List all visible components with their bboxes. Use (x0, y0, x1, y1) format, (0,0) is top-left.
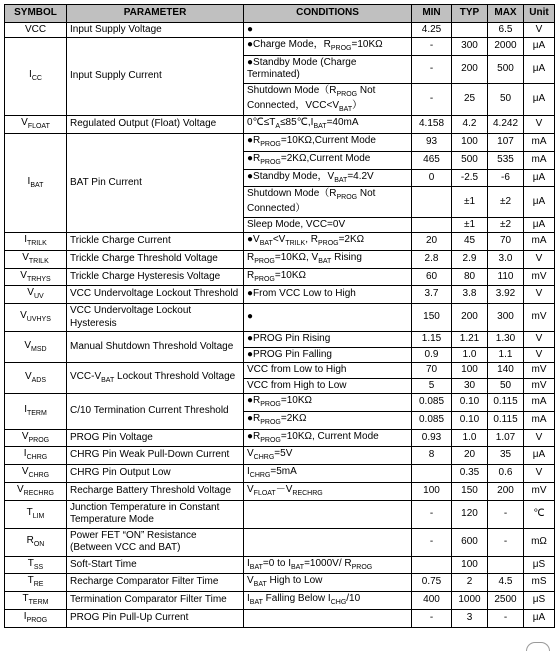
cell-max: 300 (488, 304, 524, 332)
cell-unit: ℃ (524, 500, 555, 528)
cell-conditions: ●PROG Pin Rising (244, 332, 412, 348)
table-row (5, 116, 555, 134)
table-row (5, 268, 555, 286)
cell-max: - (488, 609, 524, 627)
cell-symbol: $I_{PROG}$ (5, 609, 67, 627)
cell-symbol: $V_{PROG}$ (5, 429, 67, 447)
cell-min: 0.085 (412, 411, 452, 429)
cell-min (412, 556, 452, 574)
table-row (5, 394, 555, 412)
cell-conditions (244, 500, 412, 528)
cell-max: 50 (488, 378, 524, 394)
cell-typ: 3.8 (452, 286, 488, 304)
cell-typ: ±1 (452, 187, 488, 217)
cell-conditions: $●R_{PROG}=10K\Omega,Current$ Mode (244, 134, 412, 152)
cell-min: 0.75 (412, 574, 452, 592)
cell-conditions: $●R_{PROG}=10K\Omega$, Current Mode (244, 429, 412, 447)
table-row (5, 304, 555, 332)
cell-min: - (412, 500, 452, 528)
table-body (5, 22, 555, 627)
cell-max: 2000 (488, 38, 524, 56)
cell-min: 0.085 (412, 394, 452, 412)
cell-unit: mA (524, 233, 555, 251)
cell-unit: mA (524, 411, 555, 429)
cell-symbol: $T_{SS}$ (5, 556, 67, 574)
cell-min: 4.25 (412, 22, 452, 38)
cell-conditions: $●R_{PROG}=2K\Omega,Current$ Mode (244, 151, 412, 169)
cell-min: 60 (412, 268, 452, 286)
cell-parameter: Trickle Charge Threshold Voltage (67, 250, 244, 268)
cell-min: - (412, 528, 452, 556)
cell-conditions: ●Standby Mode (Charge Terminated) (244, 55, 412, 83)
table-row (5, 556, 555, 574)
cell-unit: μA (524, 609, 555, 627)
cell-min: 0 (412, 169, 452, 187)
cell-conditions: Sleep Mode, VCC=0V (244, 217, 412, 233)
cell-max: -6 (488, 169, 524, 187)
cell-parameter: Input Supply Current (67, 38, 244, 116)
cell-min: 465 (412, 151, 452, 169)
cell-typ: 80 (452, 268, 488, 286)
table-row (5, 286, 555, 304)
cell-symbol: $V_{UVHYS}$ (5, 304, 67, 332)
cell-conditions: $I_{CHRG}=5mA$ (244, 465, 412, 483)
cell-typ: 0.10 (452, 411, 488, 429)
cell-unit: μA (524, 83, 555, 116)
table-row (5, 332, 555, 348)
table-row (5, 465, 555, 483)
cell-parameter: C/10 Termination Current Threshold (67, 394, 244, 430)
cell-min (412, 217, 452, 233)
cell-min: 1.15 (412, 332, 452, 348)
cell-max: 50 (488, 83, 524, 116)
cell-parameter: Soft-Start Time (67, 556, 244, 574)
cell-unit: V (524, 347, 555, 363)
cell-symbol: $R_{ON}$ (5, 528, 67, 556)
header-typ: TYP (452, 5, 488, 23)
cell-unit: μA (524, 55, 555, 83)
cell-typ: 4.2 (452, 116, 488, 134)
cell-conditions: $I_{BAT}=0$ to $I_{BAT}=1000V/$ $R_{PROG}$ (244, 556, 412, 574)
cell-min (412, 465, 452, 483)
page-corner-mark (526, 642, 550, 651)
table-row (5, 592, 555, 610)
cell-unit: V (524, 250, 555, 268)
cell-max: 500 (488, 55, 524, 83)
cell-symbol: $T_{TERM}$ (5, 592, 67, 610)
cell-conditions: $R_{PROG}=10K\Omega$ (244, 268, 412, 286)
cell-min: - (412, 83, 452, 116)
cell-unit: mV (524, 378, 555, 394)
cell-symbol: VCC (5, 22, 67, 38)
cell-unit: mV (524, 363, 555, 379)
cell-conditions: $●V_{BAT}<V_{TRILK}$, $R_{PROG}=2K\Omega$ (244, 233, 412, 251)
cell-conditions: $V_{FLOAT}-V_{RECHRG}$ (244, 482, 412, 500)
cell-unit: μA (524, 447, 555, 465)
table-row (5, 500, 555, 528)
table-header-row (5, 5, 555, 23)
cell-typ (452, 22, 488, 38)
cell-unit: mA (524, 394, 555, 412)
cell-typ: 1.21 (452, 332, 488, 348)
cell-parameter: Recharge Comparator Filter Time (67, 574, 244, 592)
cell-conditions: $V_{BAT}$ High to Low (244, 574, 412, 592)
table-row (5, 447, 555, 465)
cell-typ: 100 (452, 363, 488, 379)
cell-typ: 200 (452, 304, 488, 332)
cell-unit: mV (524, 304, 555, 332)
cell-min: 5 (412, 378, 452, 394)
cell-symbol: $V_{TRILK}$ (5, 250, 67, 268)
cell-min: - (412, 55, 452, 83)
cell-conditions: VCC from High to Low (244, 378, 412, 394)
cell-parameter: VCC Undervoltage Lockout Hysteresis (67, 304, 244, 332)
table-row (5, 22, 555, 38)
cell-max: ±2 (488, 187, 524, 217)
table-row (5, 429, 555, 447)
cell-conditions: $V_{CHRG}=5V$ (244, 447, 412, 465)
electrical-characteristics-table (4, 4, 555, 628)
cell-symbol: $I_{BAT}$ (5, 134, 67, 233)
cell-conditions (244, 609, 412, 627)
cell-min: 400 (412, 592, 452, 610)
cell-parameter: Manual Shutdown Threshold Voltage (67, 332, 244, 363)
cell-conditions: $●R_{PROG}=2K\Omega$ (244, 411, 412, 429)
cell-min: 8 (412, 447, 452, 465)
header-parameter: PARAMETER (67, 5, 244, 23)
cell-typ: 1.0 (452, 429, 488, 447)
cell-typ: 100 (452, 556, 488, 574)
cell-typ: 3 (452, 609, 488, 627)
cell-max: 3.0 (488, 250, 524, 268)
cell-symbol: $T_{LIM}$ (5, 500, 67, 528)
cell-symbol: $I_{TERM}$ (5, 394, 67, 430)
cell-symbol: $T_{RE}$ (5, 574, 67, 592)
cell-typ: 500 (452, 151, 488, 169)
cell-unit: mΩ (524, 528, 555, 556)
cell-typ: 200 (452, 55, 488, 83)
header-symbol: SYMBOL (5, 5, 67, 23)
cell-max (488, 556, 524, 574)
cell-typ: 0.10 (452, 394, 488, 412)
cell-parameter: BAT Pin Current (67, 134, 244, 233)
cell-max: 1.30 (488, 332, 524, 348)
cell-min: 4.158 (412, 116, 452, 134)
cell-typ: -2.5 (452, 169, 488, 187)
cell-unit: μA (524, 217, 555, 233)
cell-max: ±2 (488, 217, 524, 233)
cell-symbol: $V_{FLOAT}$ (5, 116, 67, 134)
table-row (5, 574, 555, 592)
cell-symbol: $V_{TRHYS}$ (5, 268, 67, 286)
cell-typ: 1000 (452, 592, 488, 610)
cell-min: 3.7 (412, 286, 452, 304)
cell-parameter: VCC Undervoltage Lockout Threshold (67, 286, 244, 304)
cell-parameter: Trickle Charge Hysteresis Voltage (67, 268, 244, 286)
cell-min (412, 187, 452, 217)
cell-unit: V (524, 465, 555, 483)
table-row (5, 134, 555, 152)
cell-parameter: Junction Temperature in Constant Temperature Mode (67, 500, 244, 528)
cell-min: 70 (412, 363, 452, 379)
cell-typ: 25 (452, 83, 488, 116)
cell-min: 20 (412, 233, 452, 251)
cell-conditions: ●PROG Pin Falling (244, 347, 412, 363)
table-row (5, 233, 555, 251)
cell-max: 1.07 (488, 429, 524, 447)
cell-unit: mV (524, 268, 555, 286)
cell-typ: 20 (452, 447, 488, 465)
cell-parameter: Trickle Charge Current (67, 233, 244, 251)
cell-unit: μA (524, 38, 555, 56)
cell-unit: μS (524, 556, 555, 574)
header-max: MAX (488, 5, 524, 23)
table-row (5, 528, 555, 556)
table-row (5, 609, 555, 627)
cell-conditions: Shutdown $Mode(R_{PROG}$ Not Connected） (244, 187, 412, 217)
cell-min: - (412, 609, 452, 627)
cell-parameter: VCC-$V_{BAT}$ Lockout Threshold Voltage (67, 363, 244, 394)
cell-parameter: PROG Pin Voltage (67, 429, 244, 447)
cell-conditions: $I_{BAT}$ Falling Below $I_{CHG}/10$ (244, 592, 412, 610)
header-conditions: CONDITIONS (244, 5, 412, 23)
cell-min: 100 (412, 482, 452, 500)
cell-parameter: CHRG Pin Output Low (67, 465, 244, 483)
header-min: MIN (412, 5, 452, 23)
cell-typ: 150 (452, 482, 488, 500)
cell-conditions: $●R_{PROG}=10K\Omega$ (244, 394, 412, 412)
cell-parameter: Regulated Output (Float) Voltage (67, 116, 244, 134)
table-row (5, 250, 555, 268)
cell-typ: 100 (452, 134, 488, 152)
cell-conditions: ●Standby Mode，$V_{BAT}=4.2V$ (244, 169, 412, 187)
cell-conditions: VCC from Low to High (244, 363, 412, 379)
cell-typ: 45 (452, 233, 488, 251)
cell-max: 70 (488, 233, 524, 251)
cell-conditions: ● (244, 22, 412, 38)
cell-max: 535 (488, 151, 524, 169)
cell-max: 0.115 (488, 394, 524, 412)
cell-symbol: $V_{MSD}$ (5, 332, 67, 363)
cell-max: 107 (488, 134, 524, 152)
cell-max: 200 (488, 482, 524, 500)
cell-unit: mS (524, 574, 555, 592)
cell-min: 93 (412, 134, 452, 152)
cell-typ: 600 (452, 528, 488, 556)
header-unit: Unit (524, 5, 555, 23)
cell-typ: ±1 (452, 217, 488, 233)
cell-typ: 1.0 (452, 347, 488, 363)
cell-min: 150 (412, 304, 452, 332)
cell-min: 0.93 (412, 429, 452, 447)
cell-conditions: ●Charge Mode，$R_{PROG}=10K\Omega$ (244, 38, 412, 56)
cell-min: - (412, 38, 452, 56)
cell-typ: 30 (452, 378, 488, 394)
table-row (5, 482, 555, 500)
cell-max: 0.6 (488, 465, 524, 483)
cell-max: 4.242 (488, 116, 524, 134)
cell-max: - (488, 528, 524, 556)
cell-unit: μA (524, 169, 555, 187)
cell-unit: V (524, 22, 555, 38)
cell-conditions: $0℃\le T_A\le 85℃,I_{BAT}=40mA$ (244, 116, 412, 134)
cell-parameter: PROG Pin Pull-Up Current (67, 609, 244, 627)
cell-unit: V (524, 116, 555, 134)
cell-max: 110 (488, 268, 524, 286)
cell-conditions: $R_{PROG}=10K\Omega$, $V_{BAT}$ Rising (244, 250, 412, 268)
cell-parameter: Power FET “ON” Resistance (Between VCC and BAT) (67, 528, 244, 556)
table-row (5, 363, 555, 379)
cell-max: 35 (488, 447, 524, 465)
cell-parameter: CHRG Pin Weak Pull-Down Current (67, 447, 244, 465)
cell-conditions: ● (244, 304, 412, 332)
cell-unit: V (524, 332, 555, 348)
cell-max: 140 (488, 363, 524, 379)
cell-max: 3.92 (488, 286, 524, 304)
cell-typ: 2.9 (452, 250, 488, 268)
cell-unit: mV (524, 482, 555, 500)
cell-symbol: $V_{RECHRG}$ (5, 482, 67, 500)
cell-unit: μA (524, 187, 555, 217)
cell-symbol: $I_{CC}$ (5, 38, 67, 116)
cell-symbol: $I_{TRILK}$ (5, 233, 67, 251)
cell-max: 0.115 (488, 411, 524, 429)
cell-symbol: $V_{UV}$ (5, 286, 67, 304)
cell-typ: 0.35 (452, 465, 488, 483)
cell-typ: 2 (452, 574, 488, 592)
cell-conditions (244, 528, 412, 556)
cell-unit: V (524, 286, 555, 304)
cell-max: - (488, 500, 524, 528)
cell-unit: μS (524, 592, 555, 610)
cell-parameter: Termination Comparator Filter Time (67, 592, 244, 610)
table-row (5, 38, 555, 56)
cell-conditions: Shutdown $Mode(R_{PROG}$ Not Connected，$VCC<V_{BAT}$） (244, 83, 412, 116)
cell-unit: V (524, 429, 555, 447)
cell-conditions: ●From VCC Low to High (244, 286, 412, 304)
cell-symbol: $V_{ADS}$ (5, 363, 67, 394)
cell-min: 2.8 (412, 250, 452, 268)
cell-unit: mA (524, 151, 555, 169)
cell-max: 4.5 (488, 574, 524, 592)
cell-symbol: $V_{CHRG}$ (5, 465, 67, 483)
cell-unit: mA (524, 134, 555, 152)
cell-typ: 300 (452, 38, 488, 56)
cell-symbol: $I_{CHRG}$ (5, 447, 67, 465)
cell-parameter: Recharge Battery Threshold Voltage (67, 482, 244, 500)
cell-parameter: Input Supply Voltage (67, 22, 244, 38)
cell-min: 0.9 (412, 347, 452, 363)
cell-max: 6.5 (488, 22, 524, 38)
cell-typ: 120 (452, 500, 488, 528)
cell-max: 2500 (488, 592, 524, 610)
cell-max: 1.1 (488, 347, 524, 363)
